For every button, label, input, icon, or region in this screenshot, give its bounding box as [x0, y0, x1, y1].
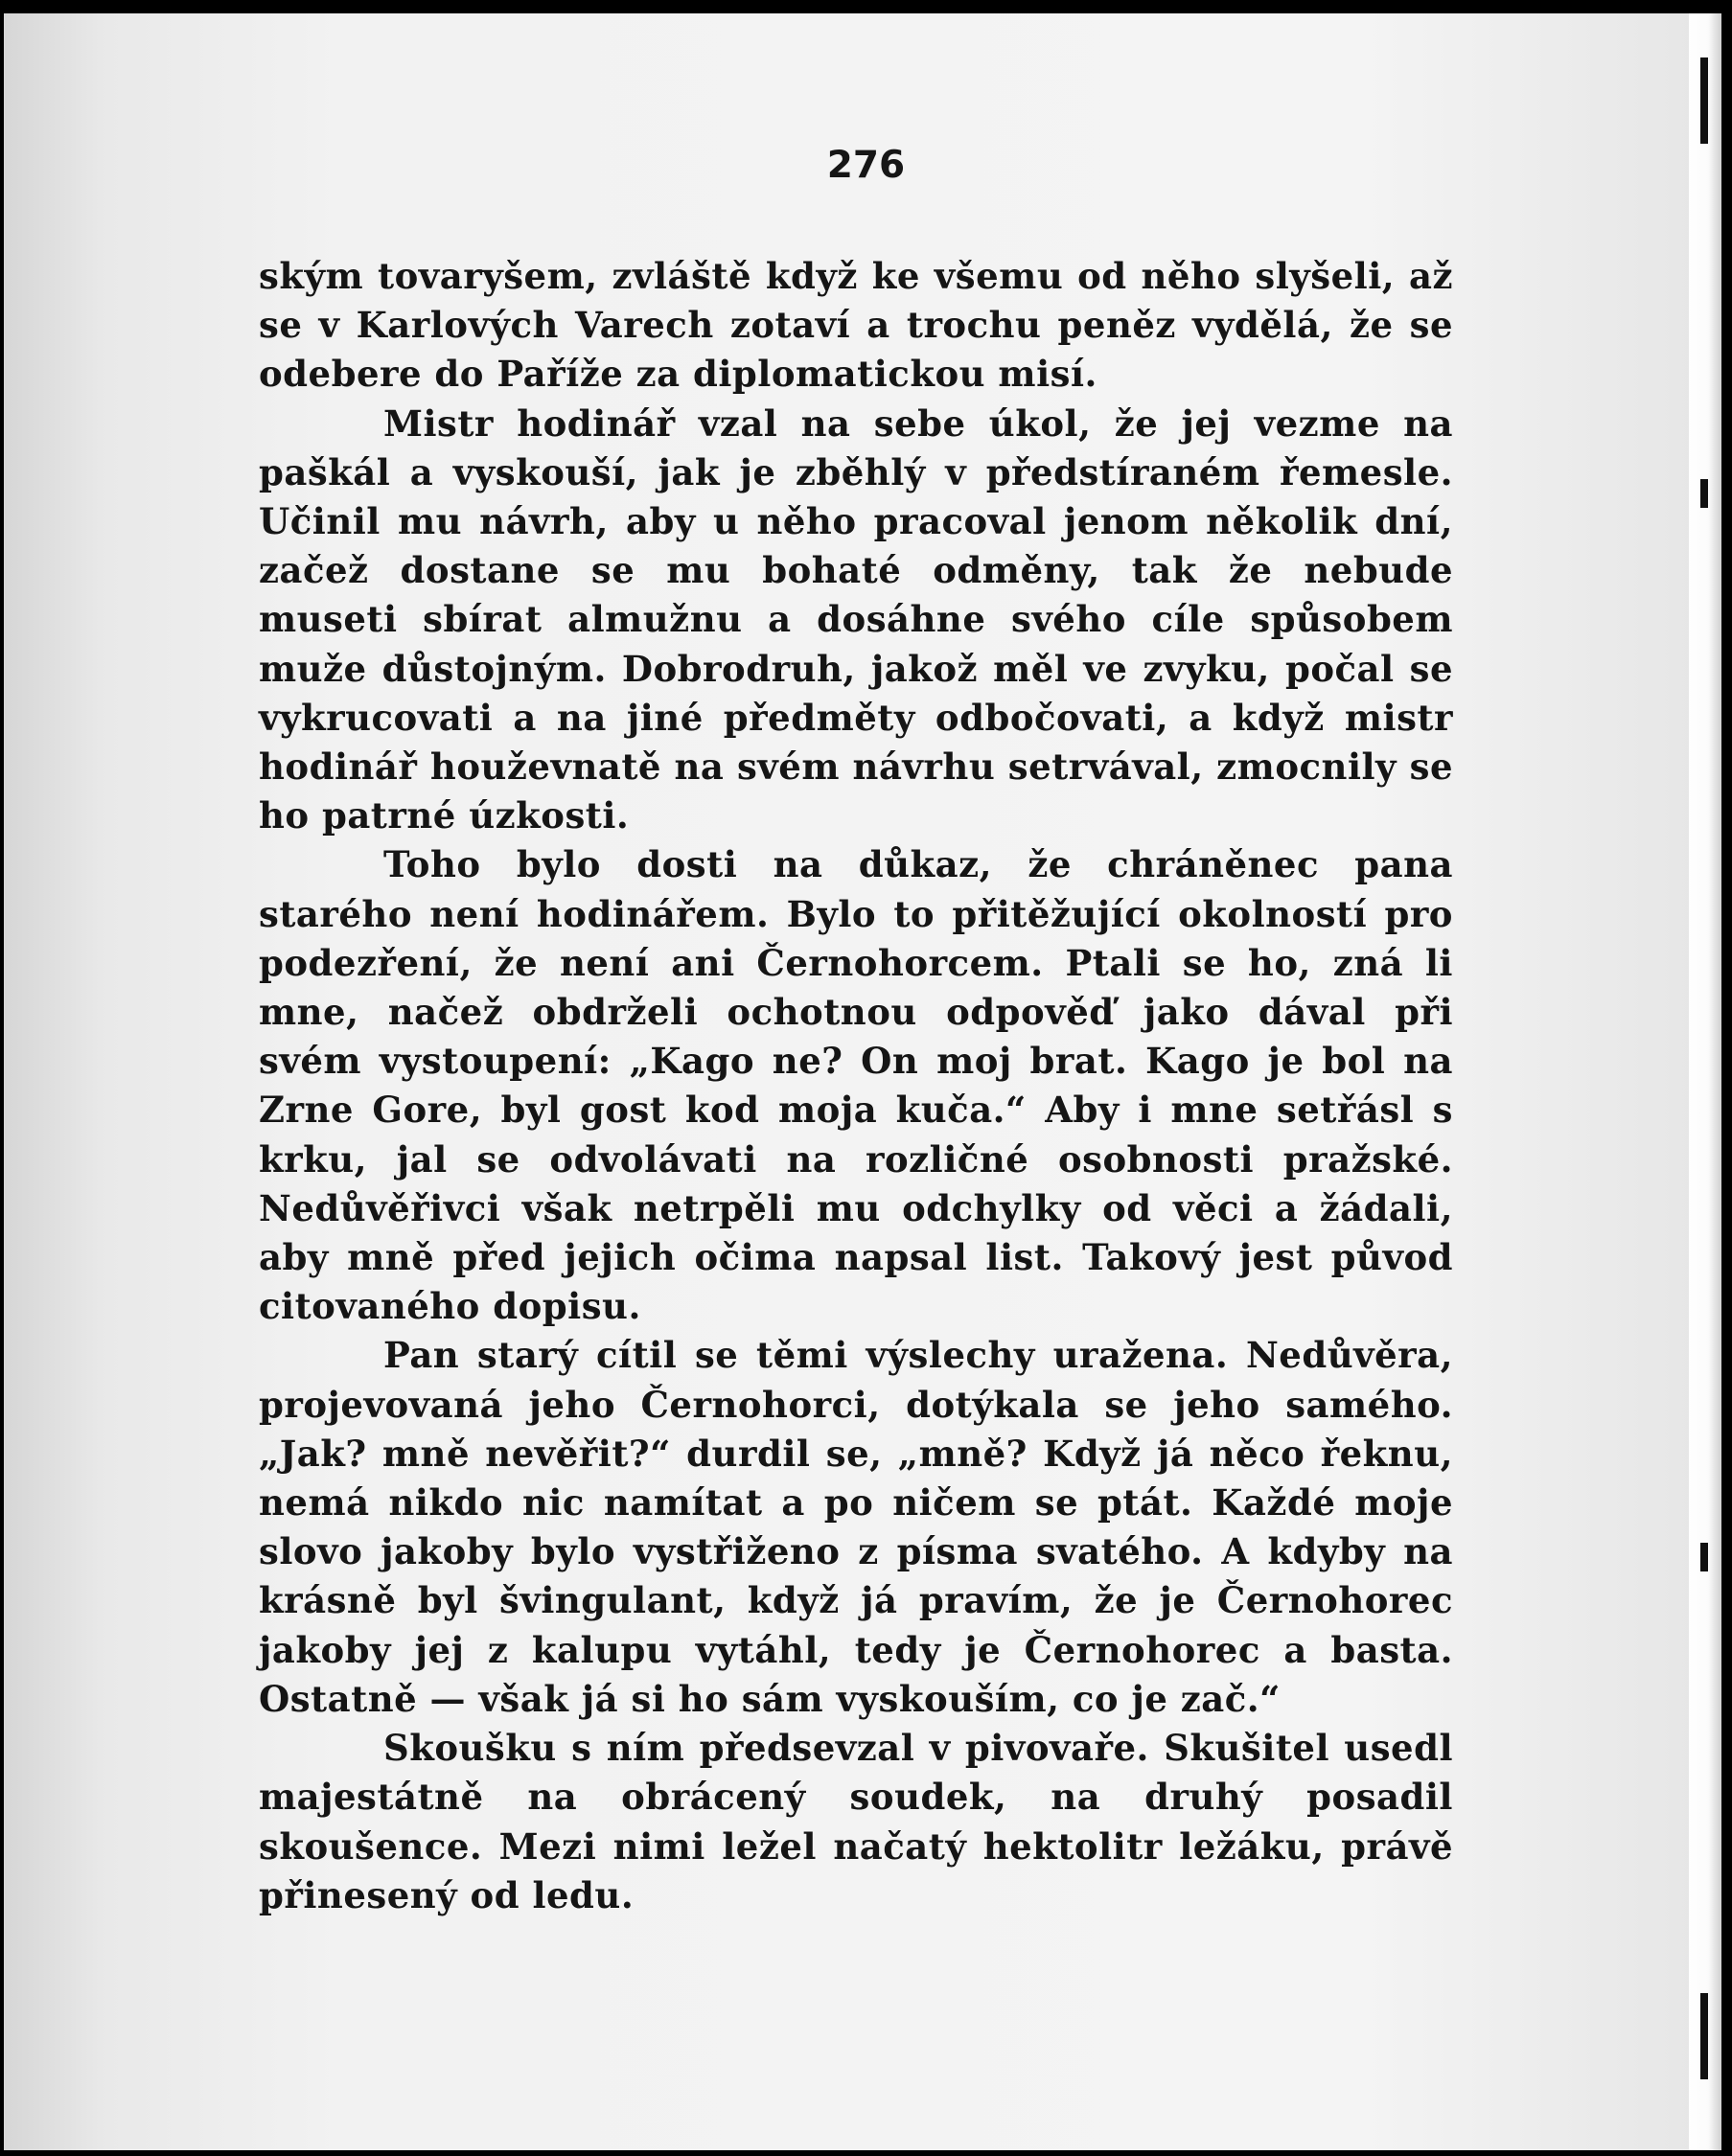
- paragraph-5: Skoušku s ním předsevzal v pivovaře. Skušitel usedl majestátně na obrácený soudek, na druhý posadil skoušence. Mezi nimi ležel načatý hektolitr ležáku, právě přinesený od ledu.: [259, 1727, 1453, 1916]
- paragraph-3: Toho bylo dosti na důkaz, že chráněnec pana starého není hodinářem. Bylo to přitěžující okolností pro podezření, že není ani Černohorcem. Ptali se ho, zná li mne, načež obdrželi ochotnou odpověď jako dával při svém vystoupení: „Kago ne? On moj brat. Kago je bol na Zrne Gore, byl gost kod moja kuča.“ Aby i mne setřásl s krku, jal se odvolávati na rozličné osobnosti pražské. Nedůvěřivci však netrpěli mu odchylky od věci a žádali, aby mně před jejich očima napsal list. Takový jest původ citovaného dopisu.: [259, 843, 1453, 1328]
- binding-mark-lower: [1700, 1543, 1708, 1571]
- binding-mark-bottom: [1700, 1993, 1708, 2079]
- paragraph-2: Mistr hodinář vzal na sebe úkol, že jej vezme na paškál a vyskouší, jak je zběhlý v předstíraném řemesle. Učinil mu návrh, aby u něho pracoval jenom několik dní, začež dostane se mu bohaté odměny, tak že nebude museti sbírat almužnu a dosáhne svého cíle spůsobem muže důstojným. Dobrodruh, jakož měl ve zvyku, počal se vykrucovati a na jiné předměty odbočovati, a když mistr hodinář houževnatě na svém návrhu setrvával, zmocnily se ho patrné úzkosti.: [259, 401, 1453, 837]
- page-right-edge: [1689, 13, 1721, 2150]
- binding-mark-top: [1700, 57, 1708, 144]
- binding-mark-middle: [1700, 479, 1708, 508]
- body-text: [259, 252, 1453, 1920]
- paragraph-1: ským tovaryšem, zvláště když ke všemu od něho slyšeli, až se v Karlových Varech zotaví a trochu peněz vydělá, že se odebere do Paříže za diplomatickou misí.: [259, 255, 1453, 396]
- paragraph-4: Pan starý cítil se těmi výslechy uražena. Nedůvěra, projevovaná jeho Černohorci, dotýkala se jeho samého. „Jak? mně nevěřit?“ durdil se, „mně? Když já něco řeknu, nemá nikdo nic namítat a po ničem se ptát. Každé moje slovo jakoby bylo vystřiženo z písma svatého. A kdyby na krásně byl švingulant, když já pravím, že je Černohorec jakoby jej z kalupu vytáhl, tedy je Černohorec a basta. Ostatně — však já si ho sám vyskouším, co je zač.“: [259, 1334, 1453, 1720]
- page-number: 276: [826, 144, 906, 187]
